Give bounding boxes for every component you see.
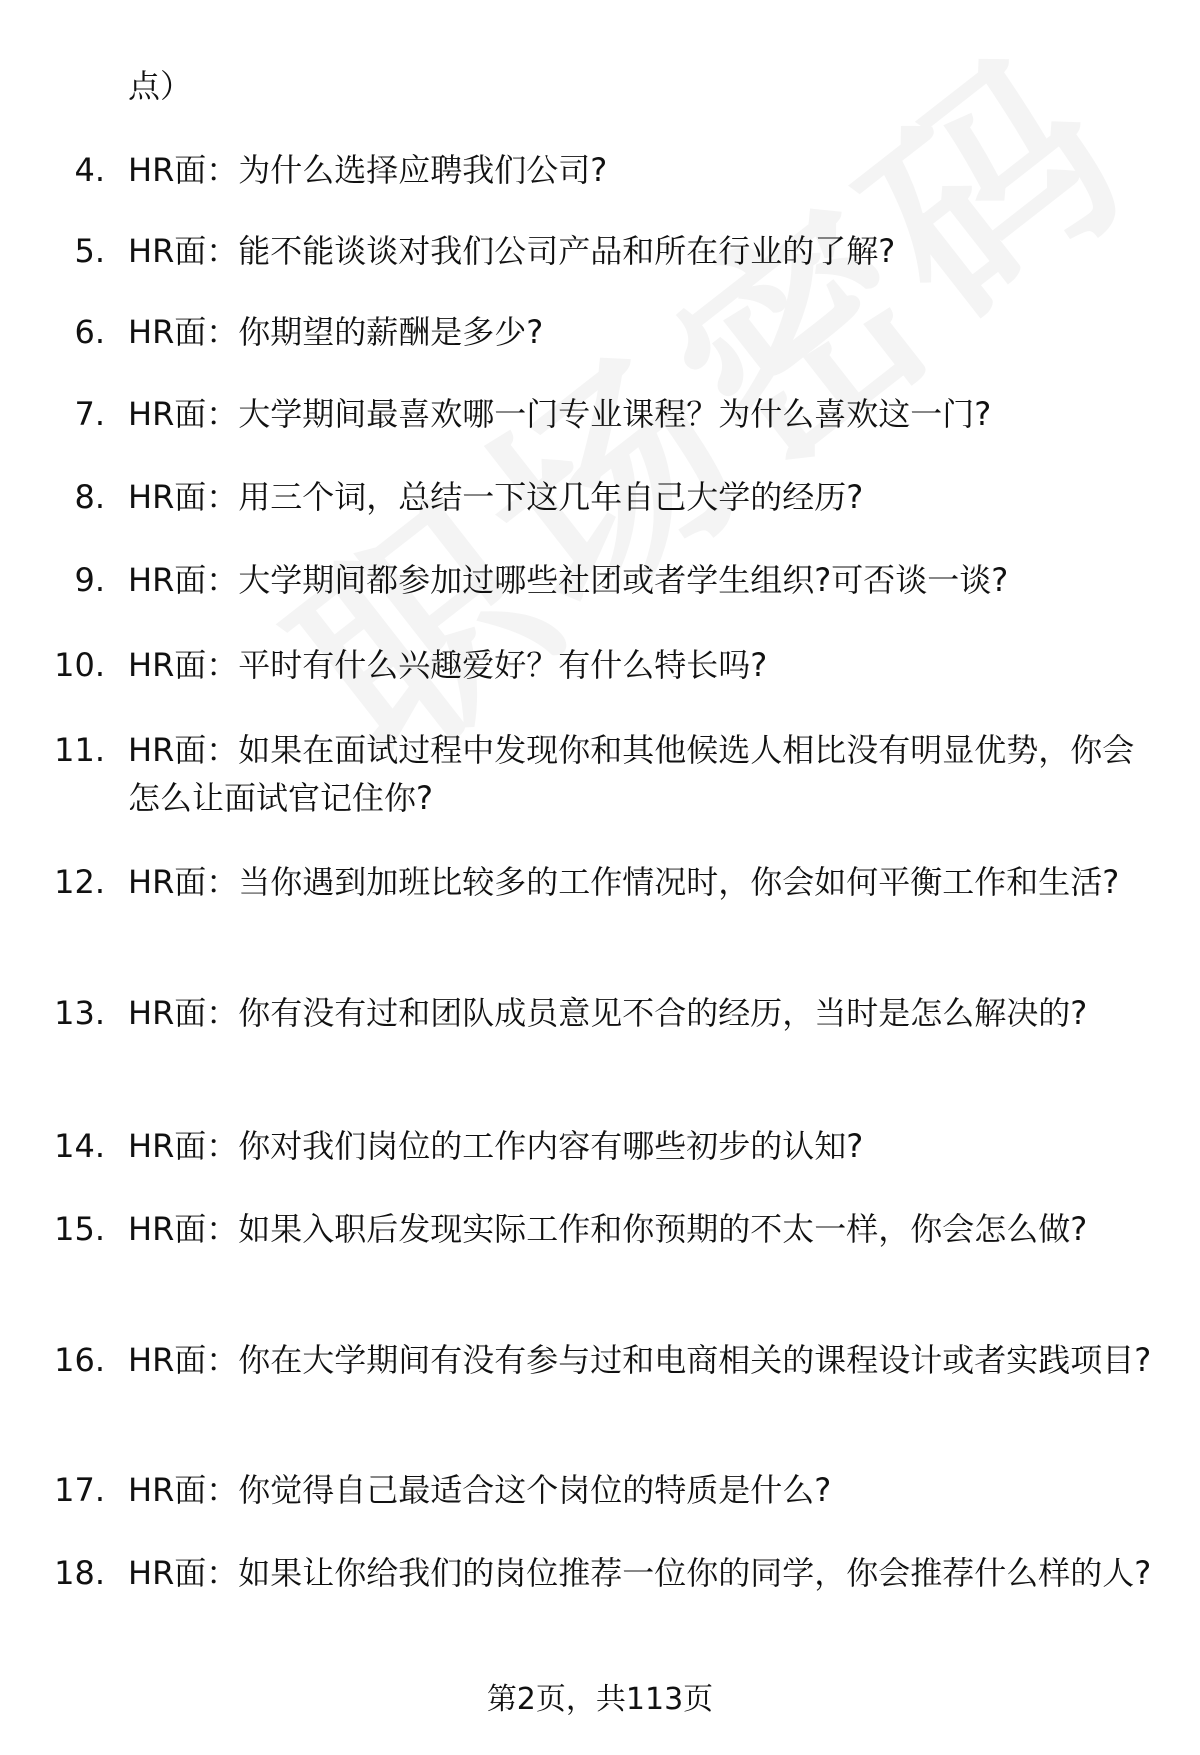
item-number: 15. [54,1210,105,1248]
item-text: HR面：能不能谈谈对我们公司产品和所在行业的了解? [128,232,896,270]
item-number: 7. [74,395,105,433]
item-text: HR面：你觉得自己最适合这个岗位的特质是什么? [128,1471,832,1509]
item-text: HR面：如果入职后发现实际工作和你预期的不太一样，你会怎么做? [128,1210,1088,1248]
item-number: 18. [54,1554,105,1592]
item-text: HR面：大学期间都参加过哪些社团或者学生组织?可否谈一谈? [128,561,1009,599]
item-number: 14. [54,1127,105,1165]
item-text: HR面：如果让你给我们的岗位推荐一位你的同学，你会推荐什么样的人? [128,1554,1152,1592]
item-number: 5. [74,232,105,270]
item-text: HR面：你有没有过和团队成员意见不合的经历，当时是怎么解决的? [128,994,1088,1032]
item-number: 17. [54,1471,105,1509]
item-text: HR面：平时有什么兴趣爱好？有什么特长吗? [128,646,768,684]
item-number: 4. [74,151,105,189]
item-number: 6. [74,313,105,351]
item-number: 8. [74,478,105,516]
item-number: 9. [74,561,105,599]
continuation-text: 点） [128,67,193,105]
item-text: HR面：大学期间最喜欢哪一门专业课程？为什么喜欢这一门? [128,395,992,433]
item-text: HR面：你期望的薪酬是多少? [128,313,544,351]
item-text: HR面：当你遇到加班比较多的工作情况时，你会如何平衡工作和生活? [128,863,1120,901]
item-number: 11. [54,731,105,769]
item-text: HR面：用三个词，总结一下这几年自己大学的经历? [128,478,864,516]
item-number: 10. [54,646,105,684]
item-text: HR面：你在大学期间有没有参与过和电商相关的课程设计或者实践项目? [128,1341,1152,1379]
item-text: HR面：为什么选择应聘我们公司? [128,151,608,189]
item-text: HR面：你对我们岗位的工作内容有哪些初步的认知? [128,1127,864,1165]
item-number: 13. [54,994,105,1032]
item-number: 12. [54,863,105,901]
page-number: 第2页，共113页 [486,1682,714,1717]
item-text: HR面：如果在面试过程中发现你和其他候选人相比没有明显优势，你会怎么让面试官记住你? [128,731,1135,817]
item-number: 16. [54,1341,105,1379]
